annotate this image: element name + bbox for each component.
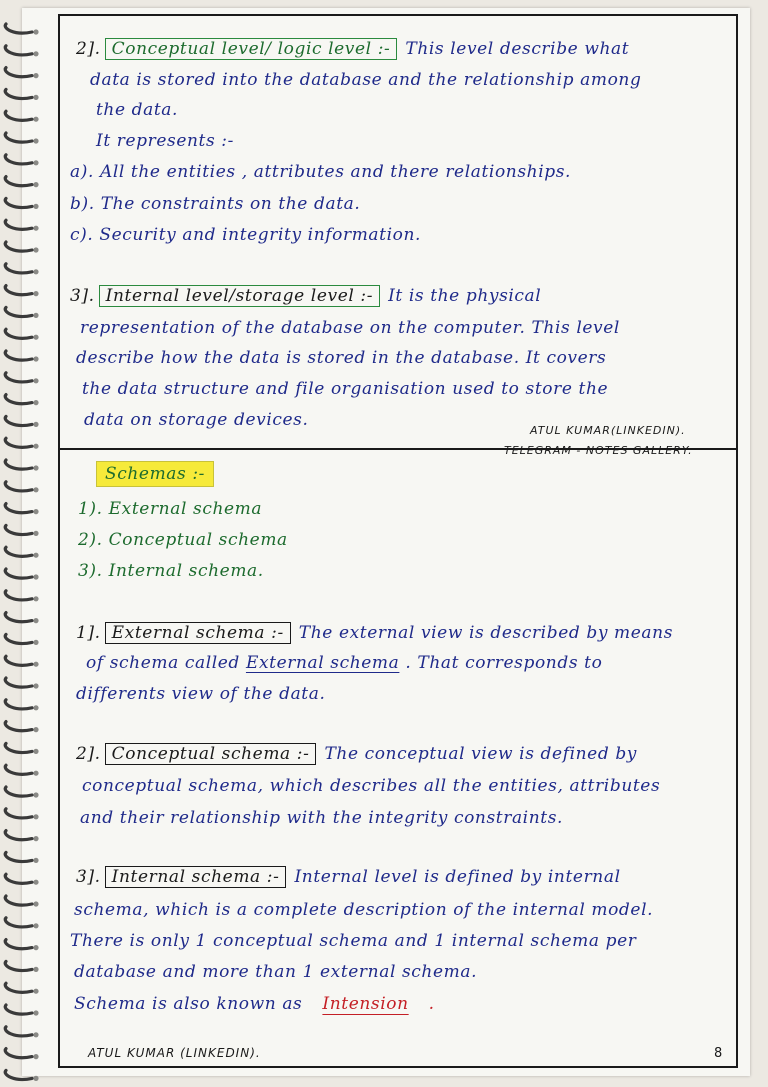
spiral-ring	[5, 569, 32, 578]
punch-hole	[33, 1032, 38, 1037]
punch-hole	[33, 945, 38, 950]
punch-hole	[33, 95, 38, 100]
spiral-ring	[5, 874, 32, 883]
conceptual-schema-text-1: conceptual schema, which describes all the entities, attributes	[82, 776, 661, 796]
credit-linkedin: ATUL KUMAR(LINKEDIN).	[530, 424, 686, 437]
conceptual-level-text-1: data is stored into the database and the relationship among	[90, 70, 642, 90]
spiral-ring	[5, 373, 32, 382]
internal-level-heading: Internal level/storage level :-	[99, 285, 380, 307]
punch-hole	[33, 356, 38, 361]
punch-hole	[33, 727, 38, 732]
schemas-title-line	[96, 464, 214, 484]
external-schema-heading: External schema :-	[105, 622, 291, 644]
spiral-ring	[5, 656, 32, 665]
punch-hole	[33, 1010, 38, 1015]
conceptual-level-text-2: the data.	[96, 100, 179, 120]
punch-hole	[33, 51, 38, 56]
punch-hole	[33, 771, 38, 776]
spiral-ring	[5, 896, 32, 905]
internal-level-text-2: describe how the data is stored in the database. It covers	[76, 348, 607, 368]
spiral-ring	[5, 787, 32, 796]
internal-schema-heading: Internal schema :-	[105, 866, 287, 888]
conceptual-schema-text-0: The conceptual view is defined by	[324, 744, 638, 764]
punch-hole	[33, 444, 38, 449]
conceptual-level-item-a: a). All the entities , attributes and there relationships.	[70, 162, 572, 182]
conceptual-schema-heading: Conceptual schema :-	[105, 743, 317, 765]
external-schema-heading-line	[76, 622, 673, 644]
spiral-ring	[5, 634, 32, 643]
punch-hole	[33, 422, 38, 427]
schema-list-item-2: 2). Conceptual schema	[78, 530, 288, 550]
conceptual-level-text-3: It represents :-	[96, 131, 234, 151]
punch-hole	[33, 138, 38, 143]
external-schema-text-1: The external view is described by means	[298, 623, 674, 643]
credit-telegram: TELEGRAM - NOTES GALLERY.	[504, 444, 693, 457]
spiral-ring	[5, 177, 32, 186]
intension-period: .	[428, 994, 435, 1014]
spiral-ring	[5, 264, 32, 273]
spiral-ring	[5, 809, 32, 818]
spiral-ring	[5, 852, 32, 861]
spiral-ring	[5, 220, 32, 229]
conceptual-level-marker: 2].	[76, 39, 101, 59]
internal-schema-last-line	[74, 994, 435, 1014]
punch-hole	[33, 400, 38, 405]
external-schema-marker: 1].	[76, 623, 101, 643]
external-schema-text-2-pre: of schema called	[86, 653, 240, 673]
conceptual-level-heading: Conceptual level/ logic level :-	[105, 38, 398, 60]
punch-hole	[33, 465, 38, 470]
punch-hole	[33, 901, 38, 906]
spiral-ring	[5, 678, 32, 687]
internal-level-text-1: representation of the database on the computer. This level	[80, 318, 620, 338]
conceptual-schema-marker: 2].	[76, 744, 101, 764]
internal-schema-text-3: database and more than 1 external schema.	[74, 962, 478, 982]
punch-hole	[33, 596, 38, 601]
internal-level-text-4: data on storage devices.	[84, 410, 309, 430]
external-schema-text-3: differents view of the data.	[76, 684, 326, 704]
spiral-ring	[5, 743, 32, 752]
punch-hole	[33, 117, 38, 122]
spiral-ring	[5, 1070, 32, 1079]
spiral-ring	[5, 831, 32, 840]
punch-hole	[33, 858, 38, 863]
spiral-ring	[5, 286, 32, 295]
spiral-ring	[5, 111, 32, 120]
internal-level-heading-line	[70, 285, 541, 307]
punch-hole	[33, 487, 38, 492]
spiral-ring	[5, 722, 32, 731]
punch-hole	[33, 160, 38, 165]
spiral-ring	[5, 242, 32, 251]
spiral-ring	[5, 329, 32, 338]
spiral-ring	[5, 46, 32, 55]
punch-hole	[33, 553, 38, 558]
punch-hole	[33, 247, 38, 252]
spiral-ring	[5, 765, 32, 774]
spiral-ring	[5, 351, 32, 360]
spiral-ring	[5, 395, 32, 404]
spiral-ring	[5, 24, 32, 33]
spiral-ring	[5, 700, 32, 709]
punch-hole	[33, 836, 38, 841]
punch-hole	[33, 291, 38, 296]
punch-hole	[33, 923, 38, 928]
spiral-ring	[5, 983, 32, 992]
punch-hole	[33, 29, 38, 34]
spiral-ring	[5, 1005, 32, 1014]
spiral-ring	[5, 591, 32, 600]
punch-hole	[33, 792, 38, 797]
punch-hole	[33, 182, 38, 187]
punch-hole	[33, 967, 38, 972]
external-schema-text-2-post: . That corresponds to	[405, 653, 603, 673]
spiral-ring	[5, 307, 32, 316]
spiral-ring	[5, 525, 32, 534]
conceptual-level-item-c: c). Security and integrity information.	[70, 225, 422, 245]
spiral-ring	[5, 438, 32, 447]
punch-hole	[33, 683, 38, 688]
spiral-ring	[5, 68, 32, 77]
conceptual-schema-heading-line	[76, 743, 637, 765]
spiral-ring	[5, 198, 32, 207]
schemas-title: Schemas :-	[96, 461, 214, 487]
internal-level-text-0: It is the physical	[388, 286, 542, 306]
schema-list-item-3: 3). Internal schema.	[78, 561, 264, 581]
spiral-ring	[5, 504, 32, 513]
spiral-ring	[5, 1027, 32, 1036]
punch-hole	[33, 204, 38, 209]
schema-list-item-1: 1). External schema	[78, 499, 263, 519]
conceptual-level-text-0: This level describe what	[405, 39, 630, 59]
internal-schema-marker: 3].	[76, 867, 101, 887]
spiral-ring	[5, 460, 32, 469]
punch-hole	[33, 73, 38, 78]
punch-hole	[33, 531, 38, 536]
internal-schema-text-2: There is only 1 conceptual schema and 1 internal schema per	[70, 931, 637, 951]
spiral-ring	[5, 918, 32, 927]
internal-schema-text-0: Internal level is defined by internal	[294, 867, 621, 887]
spiral-ring	[5, 961, 32, 970]
punch-hole	[33, 313, 38, 318]
punch-hole	[33, 705, 38, 710]
punch-hole	[33, 618, 38, 623]
spiral-ring	[5, 133, 32, 142]
punch-hole	[33, 574, 38, 579]
punch-hole	[33, 989, 38, 994]
spiral-ring	[5, 940, 32, 949]
punch-hole	[33, 509, 38, 514]
footer-signature: ATUL KUMAR (LINKEDIN).	[88, 1046, 261, 1060]
internal-level-text-3: the data structure and file organisation used to store the	[82, 379, 609, 399]
spiral-ring	[5, 89, 32, 98]
spiral-binding	[0, 0, 48, 1087]
conceptual-level-heading-line	[76, 38, 629, 60]
spiral-ring	[5, 547, 32, 556]
punch-hole	[33, 662, 38, 667]
punch-hole	[33, 1076, 38, 1081]
spiral-ring	[5, 416, 32, 425]
punch-hole	[33, 269, 38, 274]
page-number: 8	[714, 1046, 723, 1061]
internal-schema-heading-line	[76, 866, 621, 888]
intension-intro: Schema is also known as	[74, 994, 303, 1014]
conceptual-schema-text-2: and their relationship with the integrity constraints.	[80, 808, 564, 828]
punch-hole	[33, 880, 38, 885]
internal-level-marker: 3].	[70, 286, 95, 306]
spiral-ring	[5, 155, 32, 164]
intension-term: Intension	[322, 994, 409, 1014]
spiral-ring	[5, 482, 32, 491]
external-schema-text-2	[86, 653, 602, 673]
spiral-ring	[5, 1049, 32, 1058]
punch-hole	[33, 335, 38, 340]
external-schema-term: External schema	[245, 653, 400, 673]
internal-schema-text-1: schema, which is a complete description of the internal model.	[74, 900, 654, 920]
conceptual-level-item-b: b). The constraints on the data.	[70, 194, 361, 214]
spiral-ring	[5, 613, 32, 622]
punch-hole	[33, 814, 38, 819]
punch-hole	[33, 640, 38, 645]
punch-hole	[33, 226, 38, 231]
punch-hole	[33, 378, 38, 383]
punch-hole	[33, 749, 38, 754]
punch-hole	[33, 1054, 38, 1059]
